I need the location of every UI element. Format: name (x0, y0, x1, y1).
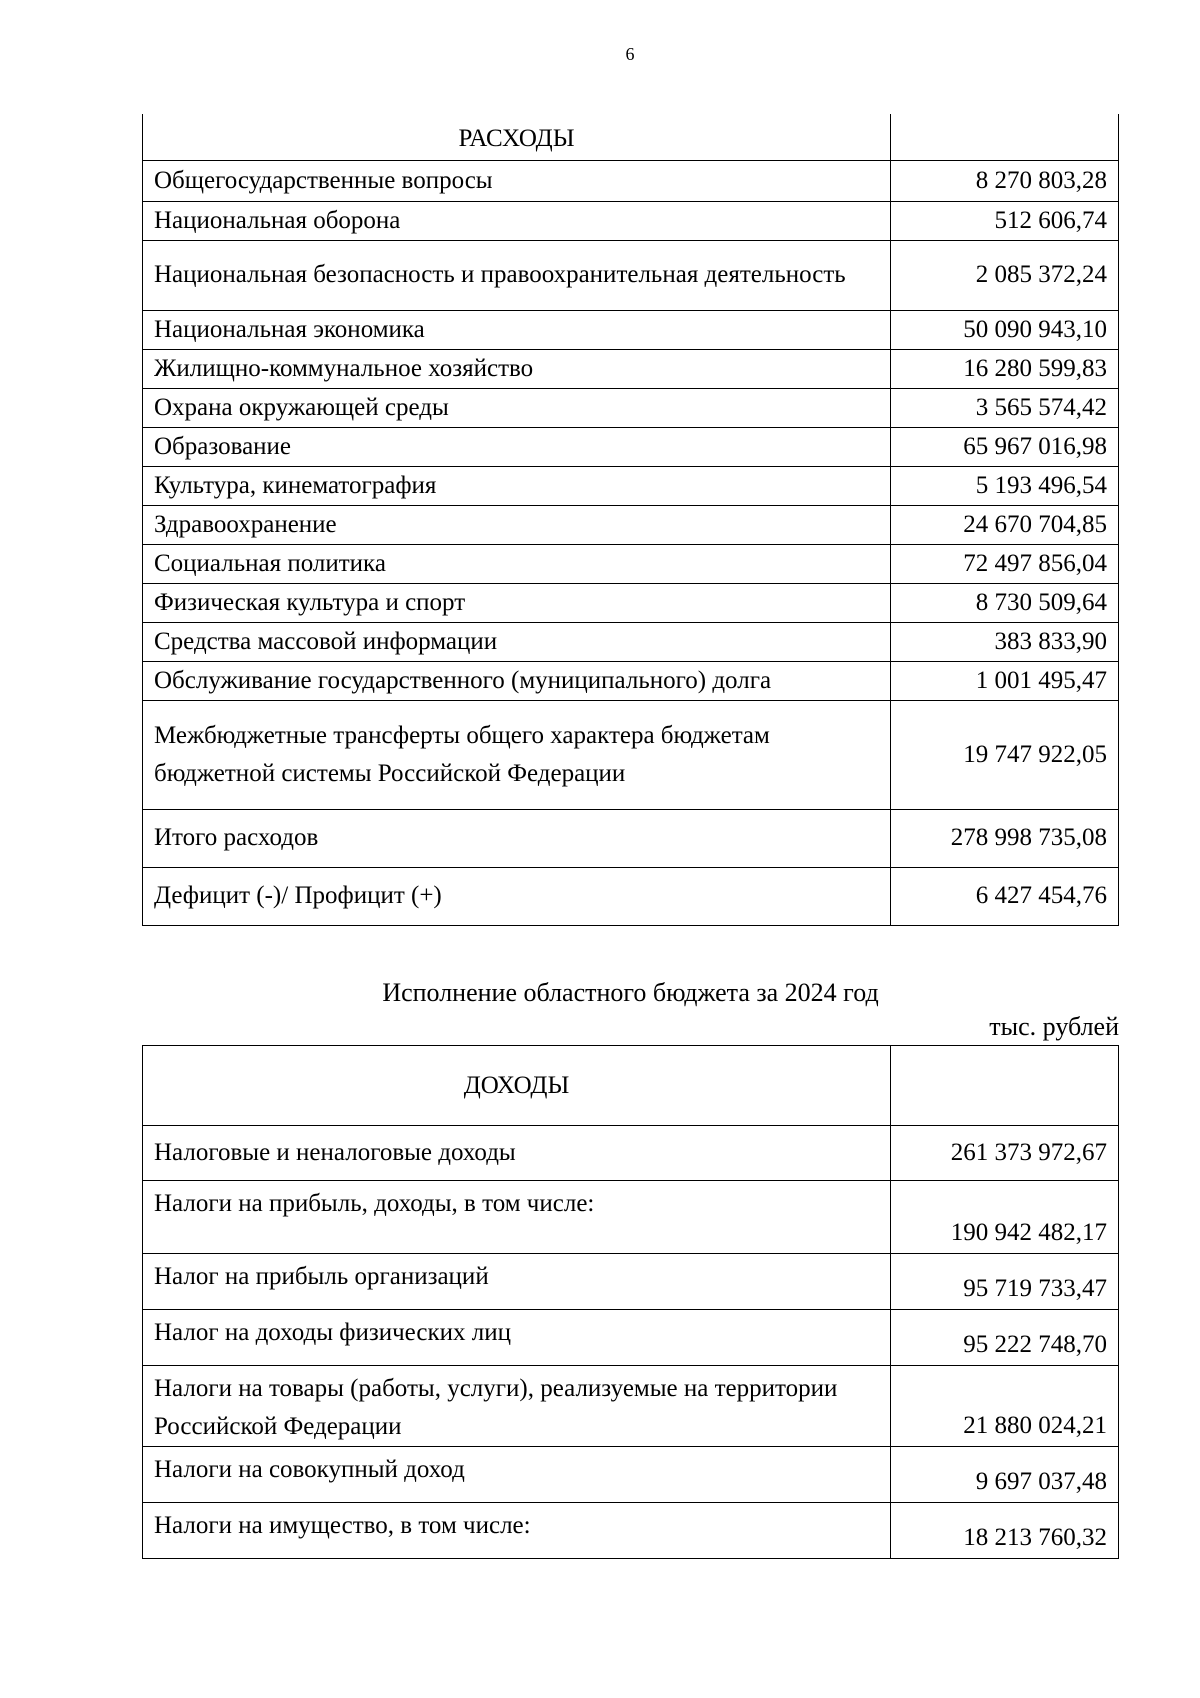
row-name: Физическая культура и спорт (143, 583, 891, 622)
table-row (143, 388, 1119, 427)
row-value: 278 998 735,08 (891, 809, 1119, 867)
row-name: Налоги на совокупный доход (143, 1447, 891, 1503)
table-row (143, 349, 1119, 388)
row-value: 9 697 037,48 (891, 1447, 1119, 1503)
table-row (143, 544, 1119, 583)
row-value: 6 427 454,76 (891, 867, 1119, 925)
row-name: Обслуживание государственного (муниципального) долга (143, 661, 891, 700)
row-value: 95 222 748,70 (891, 1310, 1119, 1366)
row-name: Охрана окружающей среды (143, 388, 891, 427)
row-name: Средства массовой информации (143, 622, 891, 661)
table-row (143, 1181, 1119, 1254)
income-table (142, 1045, 1119, 1559)
row-value: 65 967 016,98 (891, 427, 1119, 466)
row-name: Общегосударственные вопросы (143, 160, 891, 201)
table-row (143, 1366, 1119, 1447)
row-name: Национальная оборона (143, 201, 891, 240)
row-value: 512 606,74 (891, 201, 1119, 240)
row-name: Культура, кинематография (143, 466, 891, 505)
table-row (143, 700, 1119, 809)
row-name: Социальная политика (143, 544, 891, 583)
expenses-header: РАСХОДЫ (143, 114, 891, 160)
row-name: Национальная безопасность и правоохранительная деятельность (143, 240, 891, 310)
header-empty-cell (891, 1046, 1119, 1126)
row-value: 18 213 760,32 (891, 1503, 1119, 1559)
table-row (143, 583, 1119, 622)
row-value: 19 747 922,05 (891, 700, 1119, 809)
table-row (143, 867, 1119, 925)
table-row (143, 427, 1119, 466)
row-name: Национальная экономика (143, 310, 891, 349)
table-row (143, 1254, 1119, 1310)
table-row (143, 622, 1119, 661)
table-row (143, 661, 1119, 700)
row-name: Дефицит (-)/ Профицит (+) (143, 867, 891, 925)
table-row (143, 240, 1119, 310)
row-value: 2 085 372,24 (891, 240, 1119, 310)
table-row (143, 505, 1119, 544)
row-name: Здравоохранение (143, 505, 891, 544)
row-value: 5 193 496,54 (891, 466, 1119, 505)
section-title: Исполнение областного бюджета за 2024 год (382, 978, 879, 1007)
row-value: 190 942 482,17 (891, 1181, 1119, 1254)
table-header-row (143, 1046, 1119, 1126)
table-row (143, 310, 1119, 349)
row-value: 24 670 704,85 (891, 505, 1119, 544)
table-header-row (143, 114, 1119, 160)
table-row (143, 466, 1119, 505)
row-name: Налоги на прибыль, доходы, в том числе: (143, 1181, 891, 1254)
row-value: 72 497 856,04 (891, 544, 1119, 583)
row-value: 95 719 733,47 (891, 1254, 1119, 1310)
row-name: Образование (143, 427, 891, 466)
expenses-table (142, 114, 1119, 926)
row-value: 1 001 495,47 (891, 661, 1119, 700)
row-value: 261 373 972,67 (891, 1126, 1119, 1181)
table-row (143, 201, 1119, 240)
income-header: ДОХОДЫ (143, 1046, 891, 1126)
row-name: Итого расходов (143, 809, 891, 867)
row-value: 383 833,90 (891, 622, 1119, 661)
row-value: 8 270 803,28 (891, 160, 1119, 201)
table-row (143, 1126, 1119, 1181)
table-row (143, 809, 1119, 867)
row-value: 21 880 024,21 (891, 1366, 1119, 1447)
row-name: Налоги на имущество, в том числе: (143, 1503, 891, 1559)
page-number: 6 (625, 44, 635, 64)
table-row (143, 160, 1119, 201)
row-name: Налоговые и неналоговые доходы (143, 1126, 891, 1181)
row-name: Жилищно-коммунальное хозяйство (143, 349, 891, 388)
table-row (143, 1503, 1119, 1559)
row-value: 8 730 509,64 (891, 583, 1119, 622)
row-value: 3 565 574,42 (891, 388, 1119, 427)
units-label: тыс. рублей (989, 1012, 1119, 1041)
row-name: Межбюджетные трансферты общего характера бюджетам бюджетной системы Российской Федерации (143, 700, 891, 809)
table-row (143, 1310, 1119, 1366)
row-value: 16 280 599,83 (891, 349, 1119, 388)
header-empty-cell (891, 114, 1119, 160)
row-name: Налог на прибыль организаций (143, 1254, 891, 1310)
row-name: Налог на доходы физических лиц (143, 1310, 891, 1366)
table-row (143, 1447, 1119, 1503)
row-value: 50 090 943,10 (891, 310, 1119, 349)
row-name: Налоги на товары (работы, услуги), реализуемые на территории Российской Федерации (143, 1366, 891, 1447)
